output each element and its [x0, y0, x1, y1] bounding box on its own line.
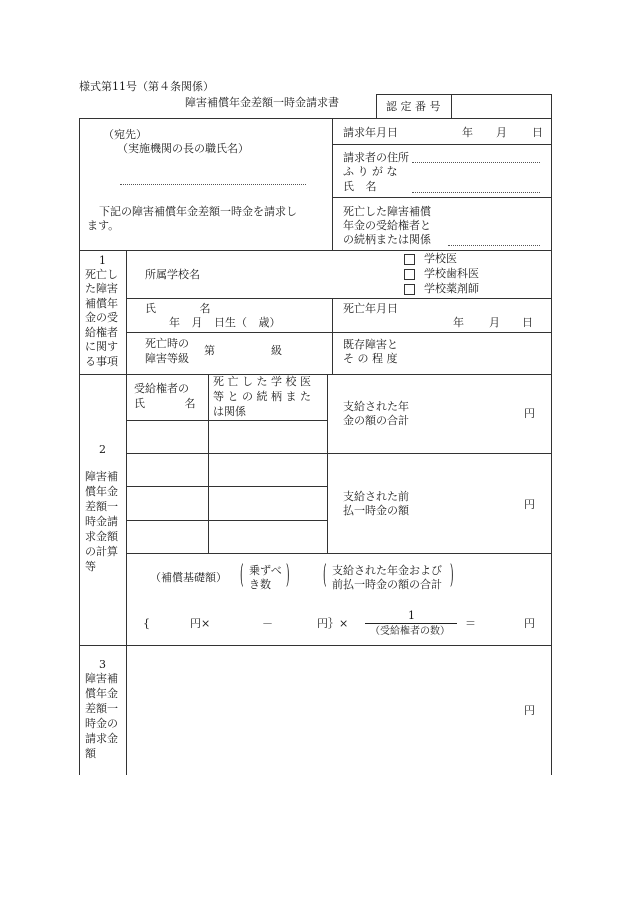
beneficiary-relation-cell-2[interactable]	[210, 455, 325, 485]
relation-line3: の続柄または関係	[343, 233, 431, 246]
relation-line1: 死亡した障害補償	[343, 205, 431, 218]
request-day-label: 日	[532, 126, 543, 139]
school-name-label: 所属学校名	[145, 268, 200, 281]
table-left-border	[79, 118, 80, 775]
section2-label-4: 時金請	[85, 515, 118, 528]
birth-date-label: 年 月 日生（ 歳）	[169, 316, 281, 329]
cert-number-label: 認 定 番 号	[386, 100, 441, 113]
section2-label-3: 差額一	[85, 500, 118, 513]
section3-label-3: 差額一	[85, 702, 118, 715]
relation-col-line2: 等 と の 続 柄 ま た	[213, 390, 311, 403]
section3-number: 3	[99, 658, 106, 671]
formula-total-line1: 支給された年金および	[332, 564, 442, 577]
formula-multiplier-line1: 乗ずべ	[249, 564, 282, 577]
checkbox-school-doctor-label: 学校医	[424, 252, 457, 265]
section2-label-5: 求金額	[85, 530, 118, 543]
section2-label-1: 障害補	[85, 470, 118, 483]
section3-label-5: 請求金	[85, 732, 118, 745]
section1-label-2: た障害	[85, 282, 118, 295]
beneficiary-relation-cell-1[interactable]	[210, 422, 325, 452]
claimant-name-field[interactable]	[412, 192, 540, 193]
section3-label-1: 障害補	[85, 672, 118, 685]
beneficiary-name-cell-2[interactable]	[128, 455, 206, 485]
grade-label-line2: 障害等級	[145, 352, 189, 365]
addressee-official: （実施機関の長の職氏名）	[117, 142, 249, 155]
death-day-label: 日	[522, 316, 533, 329]
claimant-furigana-label: ふ り が な	[343, 165, 398, 178]
formula-minus: －	[262, 617, 273, 630]
formula-equals: ＝	[465, 617, 476, 630]
checkbox-school-dentist[interactable]	[404, 269, 415, 280]
addressee-label: （宛先）	[103, 128, 147, 141]
beneficiary-col-line2: 氏 名	[134, 397, 196, 410]
formula-total-line2: 前払一時金の額の合計	[332, 578, 442, 591]
section1-label-4: 金の受	[85, 311, 118, 324]
formula-denominator: （受給権者の数）	[370, 626, 450, 637]
form-number: 様式第11号（第４条関係）	[79, 80, 214, 93]
death-date-label: 死亡年月日	[343, 302, 398, 315]
beneficiary-name-cell-1[interactable]	[128, 422, 206, 452]
table-right-border	[551, 118, 552, 775]
formula-base-label: （補償基礎額）	[150, 571, 227, 584]
relation-line2: 年金の受給権者と	[343, 219, 431, 232]
formula-yen-times: 円×	[190, 617, 211, 630]
request-text-line1: 下記の障害補償年金差額一時金を請求し	[99, 205, 297, 218]
request-date-label: 請求年月日	[343, 126, 398, 139]
request-year-label: 年	[462, 126, 473, 139]
section3-label-6: 額	[85, 747, 96, 760]
formula-multiplier-line2: き数	[249, 578, 271, 591]
deceased-name-label: 氏 名	[145, 302, 211, 315]
death-month-label: 月	[489, 316, 500, 329]
section1-label-5: 給権者	[85, 326, 118, 339]
request-month-label: 月	[496, 126, 507, 139]
claimant-address-label: 請求者の住所	[343, 151, 409, 164]
grade-label-line1: 死亡時の	[145, 337, 189, 350]
formula-fraction-bar	[365, 623, 457, 624]
checkbox-school-dentist-label: 学校歯科医	[424, 267, 479, 280]
formula-numerator: 1	[408, 609, 415, 622]
form-title: 障害補償年金差額一時金請求書	[185, 96, 339, 109]
formula-open-brace: {	[143, 617, 150, 630]
existing-disability-line1: 既存障害と	[343, 338, 398, 351]
relation-col-line3: は関係	[213, 405, 246, 418]
section1-number: 1	[99, 254, 106, 267]
section1-label-7: る事項	[85, 355, 118, 368]
claim-amount-field[interactable]	[128, 648, 548, 773]
section3-label-4: 時金の	[85, 717, 118, 730]
beneficiary-col-line1: 受給権者の	[134, 382, 189, 395]
pension-total-line1: 支給された年	[343, 400, 409, 413]
claimant-name-label: 氏 名	[343, 180, 381, 193]
beneficiary-name-cell-4[interactable]	[128, 522, 206, 552]
cert-number-field[interactable]	[453, 96, 549, 116]
beneficiary-relation-cell-4[interactable]	[210, 522, 325, 552]
section2-label-2: 償年金	[85, 485, 118, 498]
beneficiary-name-cell-3[interactable]	[128, 488, 206, 518]
checkbox-school-pharmacist[interactable]	[404, 284, 415, 295]
claim-amount-yen: 円	[524, 704, 535, 717]
checkbox-school-doctor[interactable]	[404, 254, 415, 265]
death-year-label: 年	[453, 316, 464, 329]
formula-result-yen: 円	[524, 617, 535, 630]
section2-number: 2	[99, 443, 106, 456]
section2-label-6: の計算	[85, 545, 118, 558]
relation-col-line1: 死 亡 し た 学 校 医	[213, 375, 311, 388]
section2-label-7: 等	[85, 560, 96, 573]
relation-field[interactable]	[448, 245, 540, 246]
prepaid-line2: 払一時金の額	[343, 504, 409, 517]
claimant-address-field[interactable]	[412, 162, 540, 163]
addressee-field[interactable]	[120, 184, 306, 185]
beneficiary-relation-cell-3[interactable]	[210, 488, 325, 518]
pension-total-yen: 円	[524, 407, 535, 420]
section1-label-6: に関す	[85, 340, 118, 353]
existing-disability-line2: そ の 程 度	[343, 352, 398, 365]
request-text-line2: ます。	[87, 219, 120, 232]
section3-label-2: 償年金	[85, 687, 118, 700]
prepaid-line1: 支給された前	[343, 490, 409, 503]
grade-suffix: 級	[271, 344, 282, 357]
checkbox-school-pharmacist-label: 学校薬剤師	[424, 282, 479, 295]
pension-total-line2: 金の額の合計	[343, 414, 409, 427]
section1-label-3: 補償年	[85, 297, 118, 310]
section1-label-1: 死亡し	[85, 268, 118, 281]
formula-yen-close: 円｝×	[317, 617, 349, 630]
prepaid-yen: 円	[524, 498, 535, 511]
grade-prefix: 第	[204, 344, 215, 357]
